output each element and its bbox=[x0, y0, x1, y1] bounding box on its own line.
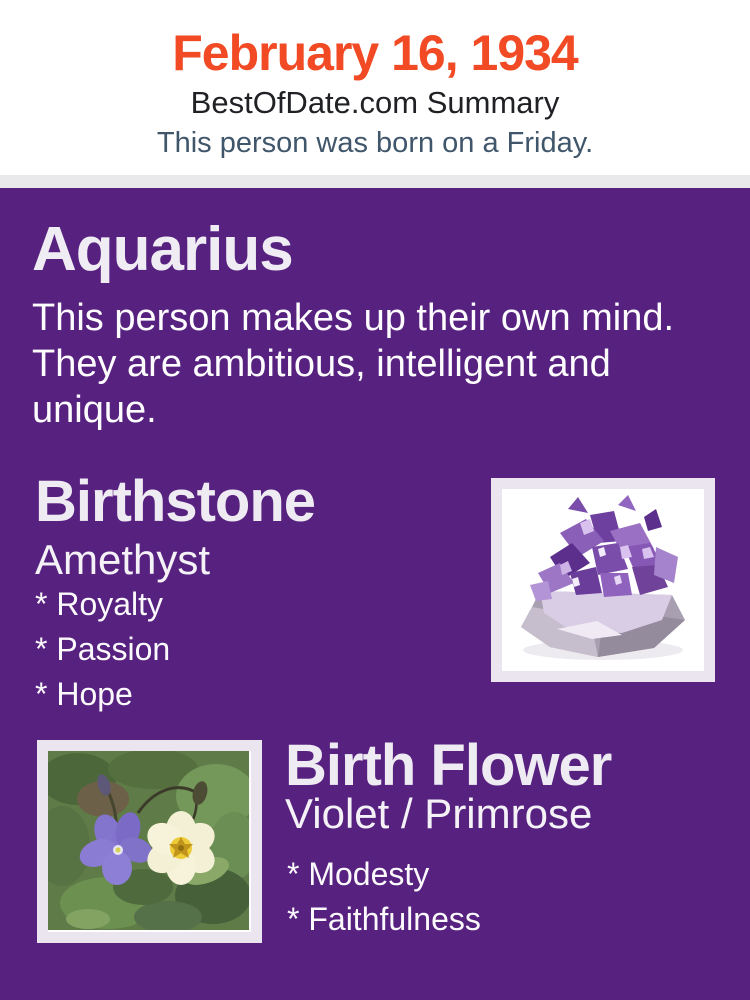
violet-primrose-image bbox=[37, 740, 262, 943]
birth-flower-heading: Birth Flower bbox=[285, 733, 612, 798]
birthstone-trait: * Hope bbox=[35, 676, 133, 712]
birth-flower-trait-list bbox=[287, 852, 481, 942]
zodiac-description: This person makes up their own mind. They are ambitious, intelligent and unique. bbox=[32, 297, 675, 431]
site-summary-label: BestOfDate.com Summary bbox=[190, 85, 560, 120]
birthstone-heading: Birthstone bbox=[35, 469, 315, 534]
weekday-note: This person was born on a Friday. bbox=[156, 127, 594, 159]
birthstone-name: Amethyst bbox=[35, 536, 211, 583]
zodiac-sign-heading: Aquarius bbox=[32, 215, 293, 284]
birth-flower-trait: * Modesty bbox=[287, 856, 430, 892]
birthstone-trait: * Passion bbox=[35, 631, 171, 667]
header bbox=[0, 0, 750, 175]
page-title: February 16, 1934 bbox=[172, 25, 578, 81]
amethyst-illustration bbox=[502, 489, 704, 671]
birth-flower-name: Violet / Primrose bbox=[285, 790, 593, 837]
birthstone-trait: * Royalty bbox=[35, 586, 164, 622]
amethyst-image bbox=[491, 478, 715, 682]
birth-flower-trait: * Faithfulness bbox=[287, 901, 481, 937]
violet-primrose-illustration bbox=[48, 751, 249, 930]
birthstone-trait-list bbox=[35, 582, 170, 717]
header-divider bbox=[0, 175, 750, 188]
